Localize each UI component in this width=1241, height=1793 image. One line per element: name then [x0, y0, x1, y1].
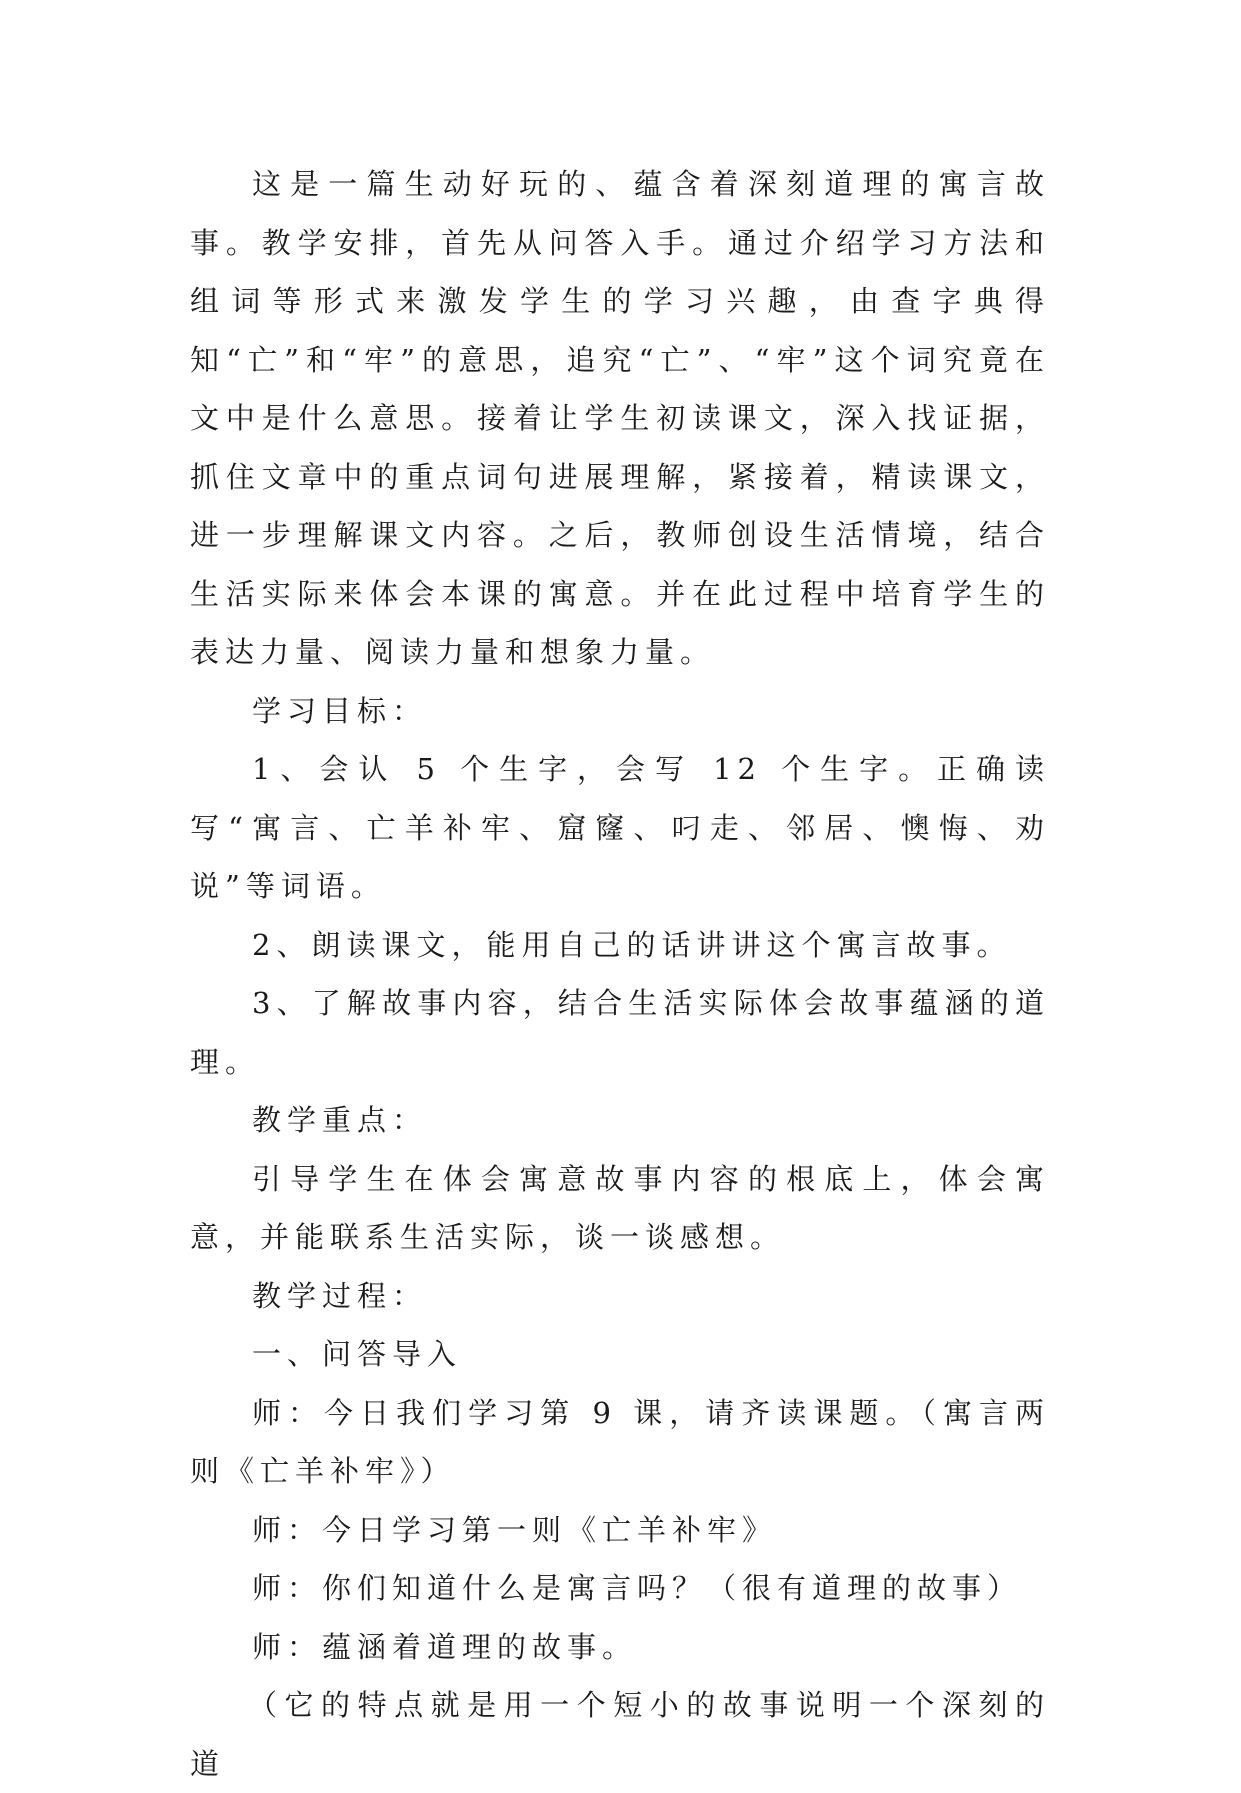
goal-item-3: 3、了解故事内容，结合生活实际体会故事蕴涵的道理。 — [190, 986, 1050, 1079]
goal-item-2: 2、朗读课文，能用自己的话讲讲这个寓言故事。 — [252, 927, 1012, 962]
process-step-1: 一、问答导入 — [252, 1337, 463, 1371]
section-heading-teaching-process: 教学过程： — [252, 1278, 428, 1313]
document-body — [190, 155, 1050, 1793]
teaching-focus-paragraph: 引导学生在体会寓意故事内容的根底上，体会寓意，并能联系生活实际，谈一谈感想。 — [190, 1161, 1050, 1254]
section-heading-learning-goals: 学习目标： — [252, 693, 428, 728]
dialogue-line-3: 师：你们知道什么是寓言吗？（很有道理的故事） — [252, 1571, 1023, 1605]
section-heading-teaching-focus: 教学重点： — [252, 1103, 428, 1137]
goal-item-1: 1、会认 5 个生字，会写 12 个生字。正确读写“寓言、亡羊补牢、窟窿、叼走、邻居、懊悔、劝说”等词语。 — [190, 752, 1050, 903]
dialogue-line-1: 师：今日我们学习第 9 课，请齐读课题。（寓言两则《亡羊补牢》） — [190, 1395, 1050, 1488]
explanation-paragraph: （它的特点就是用一个短小的故事说明一个深刻的道 — [190, 1688, 1050, 1781]
dialogue-line-4: 师：蕴涵着道理的故事。 — [252, 1629, 638, 1664]
dialogue-line-2: 师：今日学习第一则《亡羊补牢》 — [252, 1512, 778, 1547]
intro-paragraph: 这是一篇生动好玩的、蕴含着深刻道理的寓言故事。教学安排，首先从问答入手。通过介绍学习方法和组词等形式来激发学生的学习兴趣，由查字典得知“亡”和“牢”的意思，追究“亡”、“牢”这个词究竟在文中是什么意思。接着让学生初读课文，深入找证据，抓住文章中的重点词句进展理解，紧接着，精读课文，进一步理解课文内容。之后，教师创设生活情境，结合生活实际来体会本课的寓意。并在此过程中培育学生的表达力量、阅读力量和想象力量。 — [190, 167, 1050, 669]
